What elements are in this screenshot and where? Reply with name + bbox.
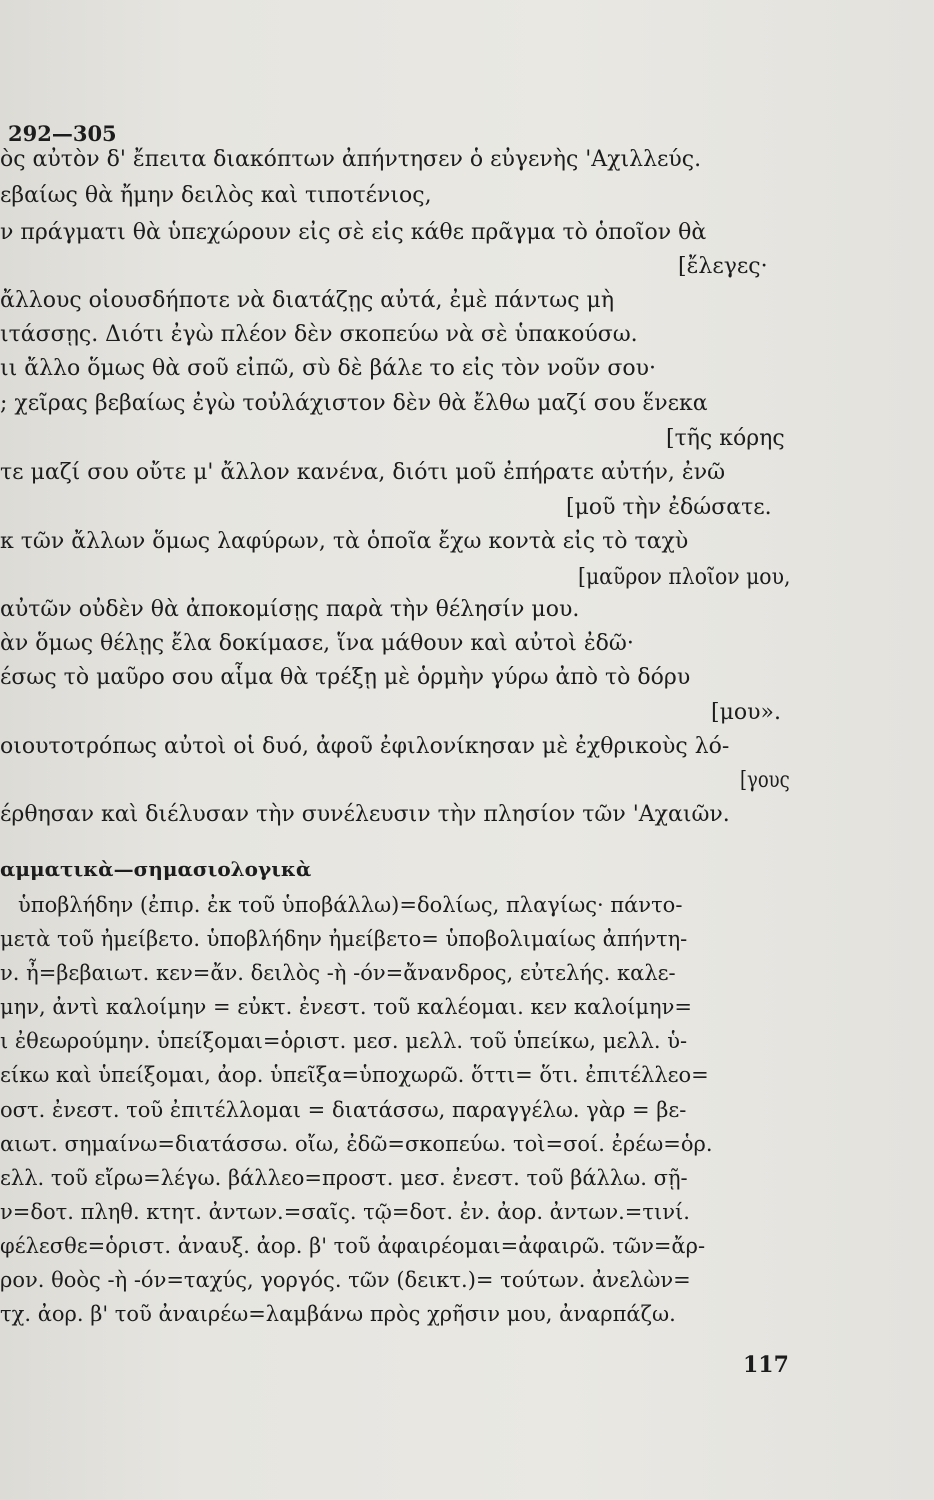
verse-continuation: [μου». — [711, 700, 781, 725]
glossary-line: ι ἐθεωρούμην. ὑπείξομαι=ὁριστ. μεσ. μελλ. τοῦ ὑπείκω, μελλ. ὑ- — [0, 1029, 688, 1053]
verse-line: έσως τὸ μαῦρο σου αἷμα θὰ τρέξῃ μὲ ὁρμὴν γύρω ἀπὸ τὸ δόρυ — [0, 665, 691, 690]
glossary-line: μετὰ τοῦ ἠμείβετο. ὑποβλήδην ἠμείβετο= ὑποβολιμαίως ἀπήντη- — [0, 927, 688, 951]
section-title: αμματικὰ—σημασιολογικὰ — [0, 857, 312, 881]
glossary-line: μην, ἀντὶ καλοίμην = εὐκτ. ἐνεστ. τοῦ καλέομαι. κεν καλοίμην= — [0, 995, 692, 1019]
verse-continuation: [γους — [740, 768, 790, 793]
verse-continuation: [τῆς κόρης — [666, 426, 785, 451]
glossary-line: οστ. ἐνεστ. τοῦ ἐπιτέλλομαι = διατάσσω, παραγγέλω. γὰρ = βε- — [0, 1098, 687, 1122]
glossary-line: ελλ. τοῦ εἴρω=λέγω. βάλλεο=προστ. μεσ. ἐνεστ. τοῦ βάλλω. σῇ- — [0, 1166, 688, 1190]
glossary-line: ν=δοτ. πληθ. κτητ. ἀντων.=σαῖς. τῷ=δοτ. ἐν. ἀορ. ἀντων.=τινί. — [0, 1200, 690, 1224]
verse-line: ἄλλους οἱουσδήποτε νὰ διατάζῃς αὐτά, ἐμὲ πάντως μὴ — [0, 288, 615, 313]
verse-line: εβαίως θὰ ἤμην δειλὸς καὶ τιποτένιος, — [0, 183, 432, 208]
verse-line: ὰν ὅμως θέλῃς ἔλα δοκίμασε, ἵνα μάθουν καὶ αὐτοὶ ἐδῶ· — [0, 631, 634, 656]
page-number: 117 — [743, 1352, 789, 1378]
glossary-line: ρον. θοὸς -ὴ -όν=ταχύς, γοργός. τῶν (δεικτ.)= τούτων. ἀνελὼν= — [0, 1268, 691, 1292]
verse-line: ιι ἄλλο ὅμως θὰ σοῦ εἰπῶ, σὺ δὲ βάλε το εἰς τὸν νοῦν σου· — [0, 356, 657, 381]
verse-line: τε μαζί σου οὔτε μ' ἄλλον κανένα, διότι μοῦ ἐπήρατε αὐτήν, ἐνῶ — [0, 460, 726, 485]
verse-line: ; χεῖρας βεβαίως ἐγὼ τοὐλάχιστον δὲν θὰ ἔλθω μαζί σου ἕνεκα — [0, 391, 708, 416]
verse-continuation: [μοῦ τὴν ἐδώσατε. — [566, 495, 772, 520]
glossary-line: τχ. ἀορ. β' τοῦ ἀναιρέω=λαμβάνω πρὸς χρῆσιν μου, ἀναρπάζω. — [0, 1302, 676, 1326]
verse-line: έρθησαν καὶ διέλυσαν τὴν συνέλευσιν τὴν πλησίον τῶν 'Αχαιῶν. — [0, 802, 730, 827]
verse-line: ὸς αὐτὸν δ' ἔπειτα διακόπτων ἀπήντησεν ὁ εὐγενὴς 'Αχιλλεύς. — [0, 147, 702, 172]
line-range-header: 292—305 — [8, 121, 117, 146]
verse-line: αὐτῶν οὐδὲν θὰ ἀποκομίσῃς παρὰ τὴν θέλησίν μου. — [0, 597, 580, 622]
verse-line: κ τῶν ἄλλων ὅμως λαφύρων, τὰ ὁποῖα ἔχω κοντὰ εἰς τὸ ταχὺ — [0, 529, 689, 554]
glossary-line: φέλεσθε=ὁριστ. ἀναυξ. ἀορ. β' τοῦ ἀφαιρέομαι=ἀφαιρῶ. τῶν=ἄρ- — [0, 1234, 706, 1258]
glossary-line: είκω καὶ ὑπείξομαι, ἀορ. ὑπεῖξα=ὑποχωρῶ. ὅττι= ὅτι. ἐπιτέλλεο= — [0, 1063, 709, 1087]
glossary-line: αιωτ. σημαίνω=διατάσσω. οἴω, ἐδῶ=σκοπεύω. τοὶ=σοί. ἐρέω=ὁρ. — [0, 1132, 713, 1156]
verse-line: ιτάσσῃς. Διότι ἐγὼ πλέον δὲν σκοπεύω νὰ σὲ ὑπακούσω. — [0, 322, 638, 347]
verse-line: οιουτοτρόπως αὐτοὶ οἱ δυό, ἀφοῦ ἐφιλονίκησαν μὲ ἐχθρικοὺς λό- — [0, 734, 730, 759]
verse-continuation: [μαῦρον πλοῖον μου, — [578, 565, 791, 590]
glossary-line: ν. ἦ=βεβαιωτ. κεν=ἄν. δειλὸς -ὴ -όν=ἄνανδρος, εὐτελής. καλε- — [0, 961, 676, 985]
verse-line: ν πράγματι θὰ ὑπεχώρουν εἰς σὲ εἰς κάθε πρᾶγμα τὸ ὁποῖον θὰ — [0, 220, 707, 245]
glossary-line: ὑποβλήδην (ἐπιρ. ἐκ τοῦ ὑποβάλλω)=δολίως, πλαγίως· πάντο- — [18, 893, 683, 917]
verse-continuation: [ἔλεγες· — [678, 254, 768, 279]
